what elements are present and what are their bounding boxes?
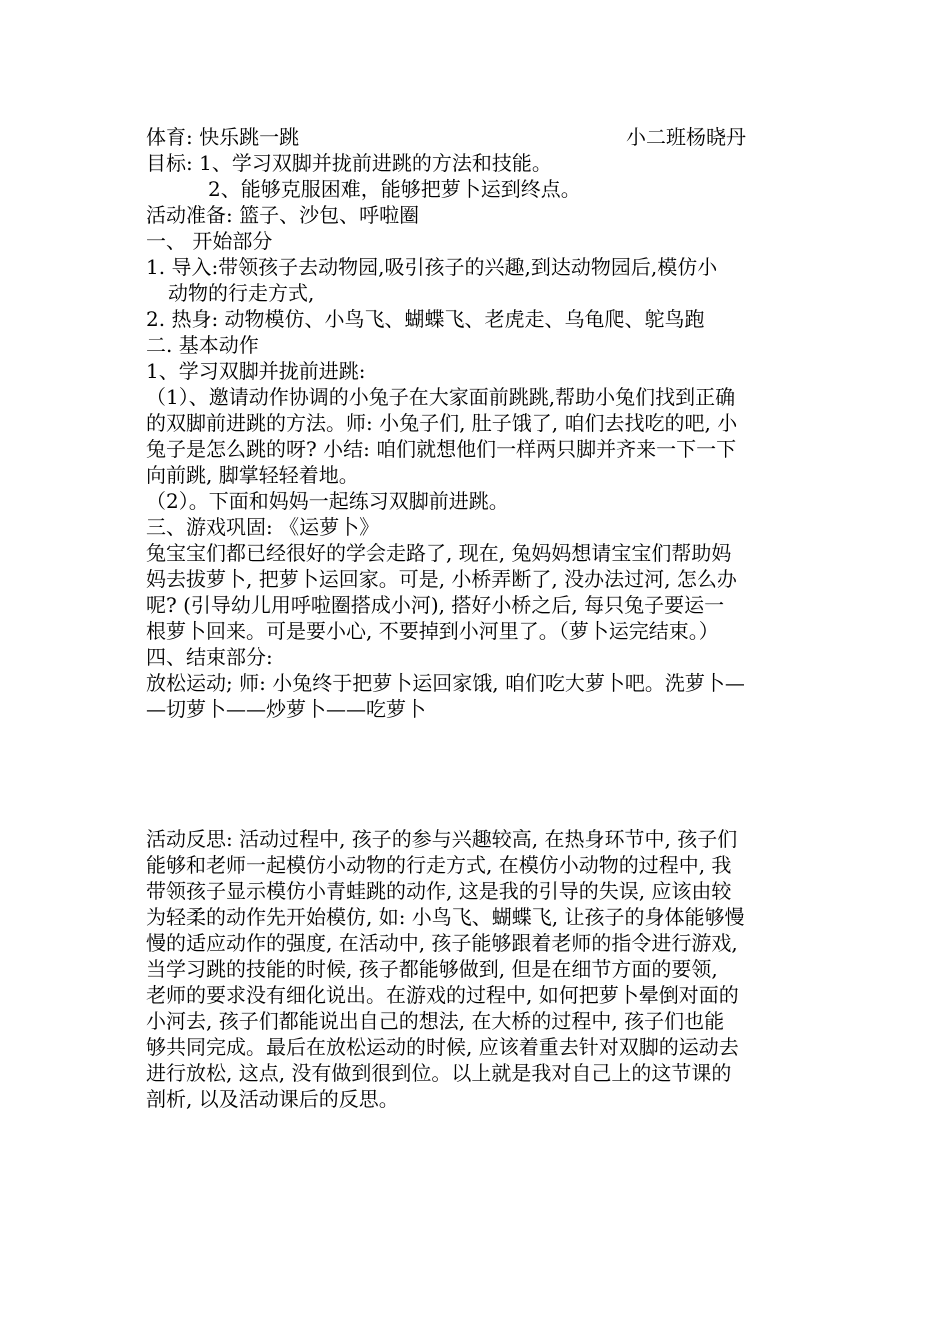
activity-preparation: 活动准备: 篮子、沙包、呼啦圈 [146,203,420,227]
warmup-line: 2. 热身: 动物模仿、小鸟飞、蝴蝶飞、老虎走、乌龟爬、鸵鸟跑 [146,307,705,331]
reflection-line: 小河去, 孩子们都能说出自己的想法, 在大桥的过程中, 孩子们也能 [146,1009,725,1033]
game-line-1: 兔宝宝们都已经很好的学会走路了, 现在, 兔妈妈想请宝宝们帮助妈 [146,541,732,565]
subheading-jump: 1、学习双脚并拢前进跳: [146,359,366,383]
reflection-line: 能够和老师一起模仿小动物的行走方式, 在模仿小动物的过程中, 我 [146,853,732,877]
reflection-line: 为轻柔的动作先开始模仿, 如: 小鸟飞、蝴蝶飞, 让孩子的身体能够慢 [146,905,745,929]
section-heading-game: 三、游戏巩固: 《运萝卜》 [146,515,380,539]
reflection-line: 慢的适应动作的强度, 在活动中, 孩子能够跟着老师的指令进行游戏, [146,931,738,955]
reflection-line: 够共同完成。最后在放松运动的时候, 应该着重去针对双脚的运动去 [146,1035,739,1059]
step1-line-1: （1）、邀请动作协调的小兔子在大家面前跳跳,帮助小兔们找到正确 [146,385,736,409]
intro-line-1: 1. 导入:带领孩子去动物园,吸引孩子的兴趣,到达动物园后,模仿小 [146,255,718,279]
section-heading-start: 一、 开始部分 [146,229,273,253]
reflection-line: 带领孩子显示模仿小青蛙跳的动作, 这是我的引导的失误, 应该由较 [146,879,732,903]
game-line-3: 呢? (引导幼儿用呼啦圈搭成小河), 搭好小桥之后, 每只兔子要运一 [146,593,725,617]
goal-line-1: 目标: 1、学习双脚并拢前进跳的方法和技能。 [146,151,552,175]
section-heading-basic: 二. 基本动作 [146,333,259,357]
step1-line-3: 兔子是怎么跳的呀? 小结: 咱们就想他们一样两只脚并齐来一下一下 [146,437,737,461]
step2-line: （2）。下面和妈妈一起练习双脚前进跳。 [146,489,509,513]
intro-line-2: 动物的行走方式, [168,281,315,305]
reflection-line: 活动反思: 活动过程中, 孩子的参与兴趣较高, 在热身环节中, 孩子们 [146,827,738,851]
reflection-line: 剖析, 以及活动课后的反思。 [146,1087,399,1111]
end-line-1: 放松运动; 师: 小兔终于把萝卜运回家饿, 咱们吃大萝卜吧。洗萝卜— [146,671,745,695]
end-line-2: —切萝卜——炒萝卜——吃萝卜 [146,697,426,721]
teacher-name: 小二班杨晓丹 [626,125,746,149]
step1-line-2: 的双脚前进跳的方法。师: 小兔子们, 肚子饿了, 咱们去找吃的吧, 小 [146,411,738,435]
game-line-2: 妈去拔萝卜, 把萝卜运回家。可是, 小桥弄断了, 没办法过河, 怎么办 [146,567,737,591]
reflection-line: 进行放松, 这点, 没有做到很到位。以上就是我对自己上的这节课的 [146,1061,732,1085]
reflection-line: 老师的要求没有细化说出。在游戏的过程中, 如何把萝卜晕倒对面的 [146,983,739,1007]
step1-line-4: 向前跳, 脚掌轻轻着地。 [146,463,359,487]
reflection-line: 当学习跳的技能的时候, 孩子都能够做到, 但是在细节方面的要领, [146,957,718,981]
lesson-title: 体育: 快乐跳一跳 [146,125,300,149]
goal-line-2: 2、能够克服困难，能够把萝卜运到终点。 [208,177,581,201]
section-heading-end: 四、结束部分: [146,645,273,669]
game-line-4: 根萝卜回来。可是要小心, 不要掉到小河里了。（萝卜运完结束。） [146,619,719,643]
